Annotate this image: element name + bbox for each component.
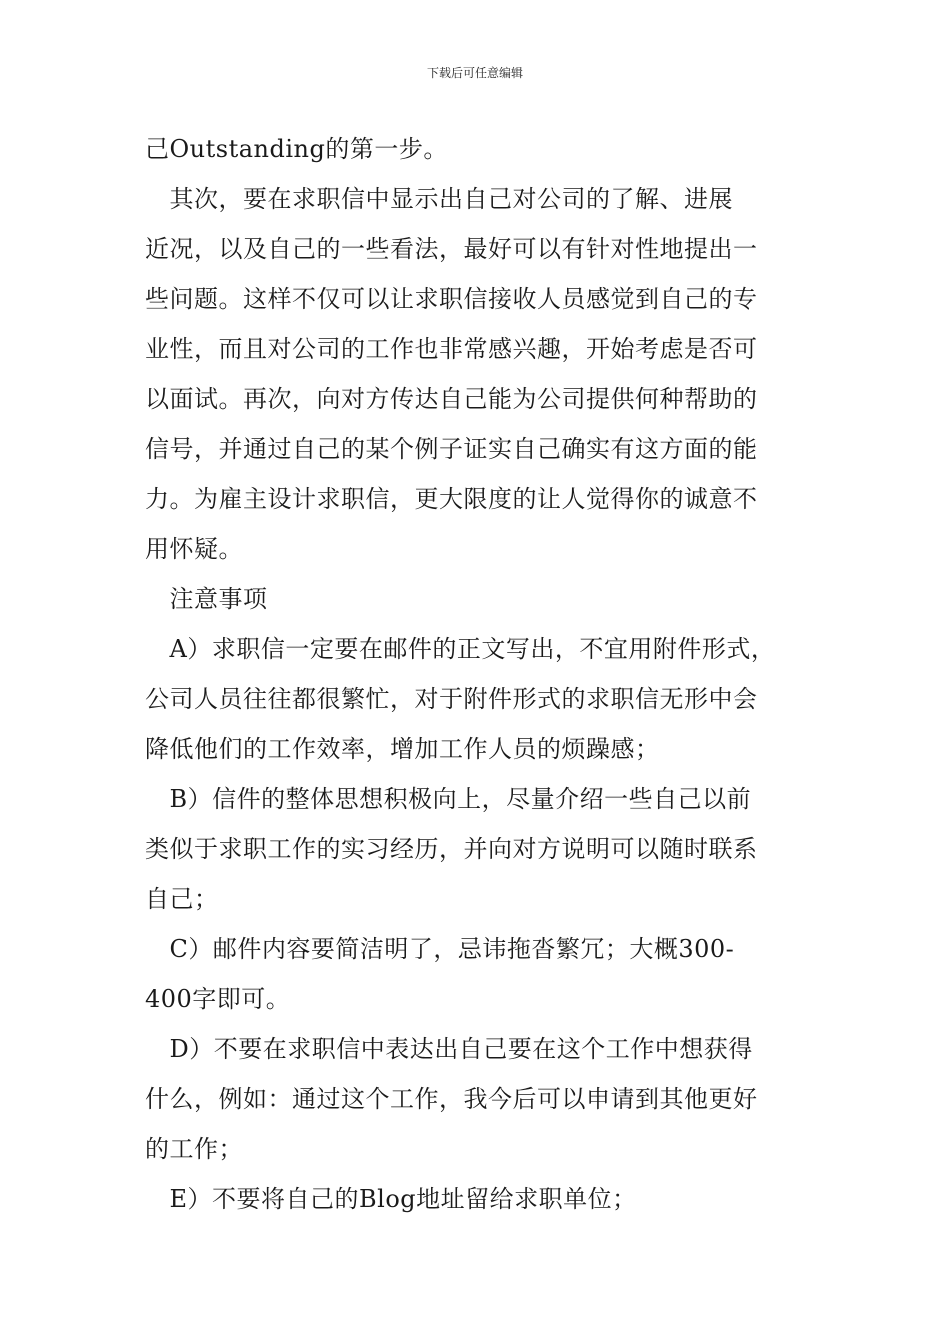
text-line: 降低他们的工作效率，增加工作人员的烦躁感； — [145, 735, 660, 763]
text-line: 公司人员往往都很繁忙，对于附件形式的求职信无形中会 — [145, 685, 758, 713]
text-line: 其次，要在求职信中显示出自己对公司的了解、进展 — [145, 185, 733, 213]
text-line: 力。为雇主设计求职信，更大限度的让人觉得你的诚意不 — [145, 485, 758, 513]
text-line: 用怀疑。 — [145, 535, 243, 563]
text-line: 400字即可。 — [145, 985, 291, 1013]
text-line: 信号，并通过自己的某个例子证实自己确实有这方面的能 — [145, 435, 758, 463]
text-line: 自己； — [145, 885, 219, 913]
text-line: 些问题。这样不仅可以让求职信接收人员感觉到自己的专 — [145, 285, 758, 313]
text-line: 以面试。再次，向对方传达自己能为公司提供何种帮助的 — [145, 385, 758, 413]
text-line: C）邮件内容要简洁明了，忌讳拖沓繁冗；大概300- — [145, 935, 735, 963]
text-line: 什么，例如：通过这个工作，我今后可以申请到其他更好 — [145, 1085, 758, 1113]
text-line: 己Outstanding的第一步。 — [145, 135, 448, 163]
text-line: A）求职信一定要在邮件的正文写出，不宜用附件形式， — [145, 635, 776, 663]
section-heading: 注意事项 — [145, 585, 268, 613]
text-line: 业性，而且对公司的工作也非常感兴趣，开始考虑是否可 — [145, 335, 758, 363]
page-header: 下载后可任意编辑 — [426, 66, 523, 80]
document-body — [145, 124, 817, 1224]
text-line: 的工作； — [145, 1135, 243, 1163]
text-line: 近况，以及自己的一些看法，最好可以有针对性地提出一 — [145, 235, 758, 263]
text-line: E）不要将自己的Blog地址留给求职单位； — [145, 1185, 637, 1213]
text-line: 类似于求职工作的实习经历，并向对方说明可以随时联系 — [145, 835, 758, 863]
text-line: D）不要在求职信中表达出自己要在这个工作中想获得 — [145, 1035, 753, 1063]
text-line: B）信件的整体思想积极向上，尽量介绍一些自己以前 — [145, 785, 752, 813]
